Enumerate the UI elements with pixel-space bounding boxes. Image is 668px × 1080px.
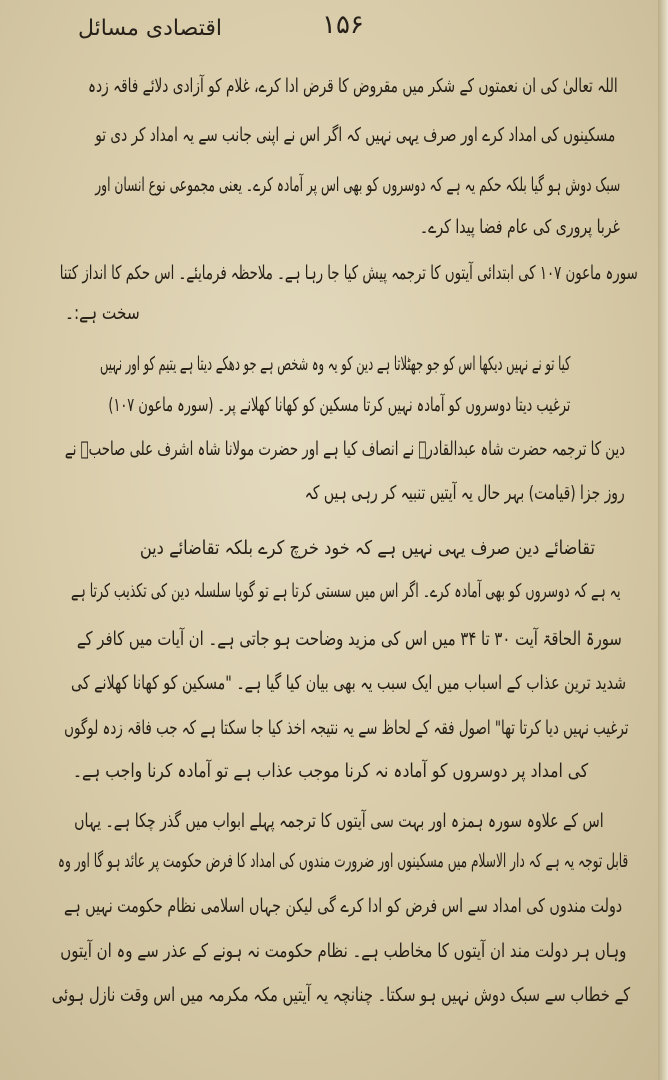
text-line: ترغیب دیتا دوسروں کو آمادہ نہیں کرتا مسکین کو کھانا کھلانے پر۔ (سورہ ماعون ۱۰۷) bbox=[108, 394, 570, 416]
text-line: غربا پروری کی عام فضا پیدا کرے۔ bbox=[419, 216, 620, 238]
text-line: یہ ہے کہ دوسروں کو بھی آمادہ کرے۔ اگر اس میں سستی کرتا ہے تو گویا سلسلہ دین کی تکذیب کرتا ہے bbox=[70, 580, 620, 602]
text-line: شدید ترین عذاب کے اسباب میں ایک سبب یہ بھی بیان کیا گیا ہے۔ "مسکین کو کھانا کھلانے کی bbox=[70, 672, 626, 694]
text-line: وہاں ہر دولت مند ان آیتوں کا مخاطب ہے۔ نظام حکومت نہ ہونے کے عذر سے وہ ان آیتوں bbox=[59, 940, 626, 962]
text-line: ترغیب نہیں دیا کرتا تھا" اصول فقہ کے لحاظ سے یہ نتیجہ اخذ کیا جا سکتا ہے کہ جب فاقہ زدہ لوگوں bbox=[63, 717, 628, 739]
text-line: دولت مندوں کی امداد سے اس فرض کو ادا کرے گی لیکن جہاں اسلامی نظام حکومت نہیں ہے bbox=[63, 895, 622, 917]
text-line: تقاضائے دین صرف یہی نہیں ہے کہ خود خرچ کرے بلکہ تقاضائے دین bbox=[139, 537, 595, 559]
text-line: کی امداد پر دوسروں کو آمادہ نہ کرنا موجب عذاب ہے تو آمادہ کرنا واجب ہے۔ bbox=[72, 760, 588, 782]
page-number: ۱۵۶ bbox=[322, 10, 364, 40]
text-line: قابل توجہ یہ ہے کہ دار الاسلام میں مسکینوں اور ضرورت مندوں کی امداد کا فرض حکومت پر عائد ہو گا اور وہ bbox=[57, 850, 628, 872]
page-edge bbox=[658, 0, 668, 1080]
text-line: مسکینوں کی امداد کرے اور صرف یہی نہیں کہ اگر اس نے اپنی جانب سے یہ امداد کر دی تو bbox=[94, 124, 615, 146]
text-line: اس کے علاوہ سورہ ہمزہ اور بہت سی آیتوں کا ترجمہ پہلے ابواب میں گذر چکا ہے۔ یہاں bbox=[74, 810, 604, 832]
header-title: اقتصادی مسائل bbox=[78, 16, 222, 41]
text-line: کیا تو نے نہیں دیکھا اس کو جو جھٹلاتا ہے دین کو یہ وہ شخص ہے جو دھکے دیتا ہے یتیم کو اور نہیں bbox=[99, 353, 570, 375]
text-line: سورہ ماعون ۱۰۷ کی ابتدائی آیتوں کا ترجمہ پیش کیا جا رہا ہے۔ ملاحظہ فرمایئے۔ اس حکم کا انداز کتنا bbox=[59, 262, 638, 284]
text-line: سبک دوش ہو گیا بلکہ حکم یہ ہے کہ دوسروں کو بھی اس پر آمادہ کرے۔ یعنی مجموعی نوع انسان اور bbox=[94, 174, 620, 196]
text-line: روز جزا (قیامت) بہر حال یہ آیتیں تنبیہ کر رہی ہیں کہ bbox=[305, 482, 625, 504]
text-line: دین کا ترجمہ حضرت شاہ عبدالقادرؒ نے انصاف کیا ہے اور حضرت مولانا شاہ اشرف علی صاحبؒ نے bbox=[64, 438, 625, 460]
text-line: سخت ہے:۔ bbox=[65, 302, 140, 324]
text-line: کے خطاب سے سبک دوش نہیں ہو سکتا۔ چنانچہ یہ آیتیں مکہ مکرمہ میں اس وقت نازل ہوئی bbox=[51, 984, 630, 1006]
text-line: اللہ تعالیٰ کی ان نعمتوں کے شکر میں مقروض کا قرض ادا کرے، غلام کو آزادی دلائے فاقہ زدہ bbox=[88, 75, 618, 97]
text-line: سورۃ الحاقۃ آیت ۳۰ تا ۳۴ میں اس کی مزید وضاحت ہو جاتی ہے۔ ان آیات میں کافر کے bbox=[76, 628, 622, 650]
